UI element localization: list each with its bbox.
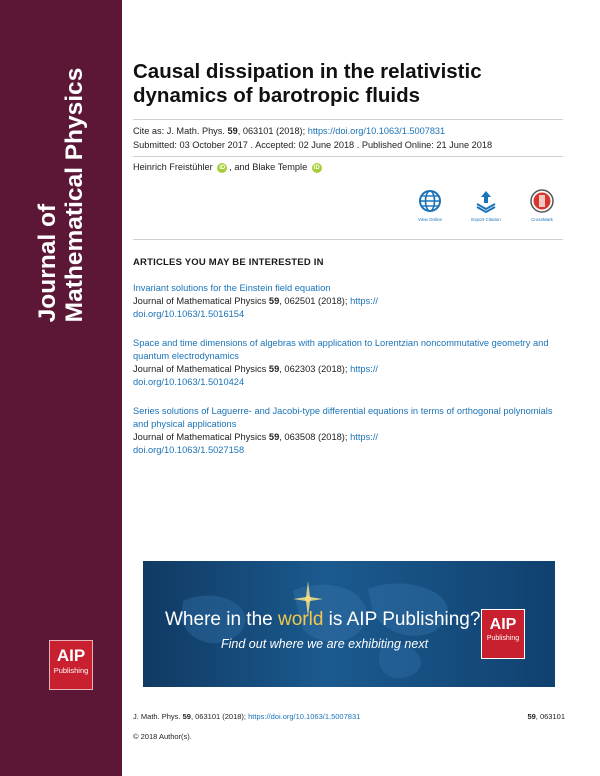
copyright-notice: © 2018 Author(s). (133, 732, 192, 741)
divider (133, 119, 563, 120)
footer-rest: , 063101 (2018); (190, 712, 247, 721)
banner-subtitle: Find out where we are exhibiting next (221, 637, 429, 651)
related-article-volume: 59 (268, 364, 280, 374)
cite-journal: J. Math. Phys. (166, 126, 225, 136)
orcid-icon[interactable]: iD (219, 164, 226, 171)
orcid-icon[interactable]: iD (313, 164, 320, 171)
related-article-rest: , 063508 (2018); (279, 432, 348, 442)
divider (133, 239, 563, 240)
related-article-title[interactable]: Series solutions of Laguerre- and Jacobi-type differential equations in terms of orthogonal polynomials and physical applications (133, 406, 553, 429)
doi-link[interactable]: https://doi.org/10.1063/1.5007831 (307, 126, 446, 136)
aip-publishing-logo (481, 609, 525, 659)
divider (133, 156, 563, 157)
export-citation-button[interactable] (466, 188, 506, 222)
globe-icon (417, 188, 443, 214)
related-article (133, 337, 563, 389)
aip-logo-subtext: Publishing (486, 635, 520, 642)
journal-name-line2: Mathematical Physics (61, 67, 88, 323)
author-name[interactable]: , and Blake Temple (229, 162, 308, 172)
export-citation-label: Export Citation (471, 217, 501, 222)
footer-journal: J. Math. Phys. (133, 712, 181, 721)
related-article (133, 405, 563, 457)
footer-page-number (527, 712, 565, 721)
author-list (133, 162, 324, 173)
related-article-citation (133, 295, 563, 321)
related-article-title[interactable]: Invariant solutions for the Einstein field equation (133, 283, 331, 293)
related-article-journal: Journal of Mathematical Physics (133, 364, 267, 374)
cite-volume: 59 (227, 126, 238, 136)
journal-name-line1: Journal of (34, 203, 61, 323)
crossmark-label: CrossMark (531, 217, 553, 222)
crossmark-icon (529, 188, 555, 214)
aip-publishing-logo[interactable] (49, 640, 93, 690)
cite-label: Cite as: (133, 126, 165, 136)
aip-logo-text: AIP (489, 616, 517, 633)
related-article (133, 282, 563, 321)
page-footer (133, 712, 565, 721)
related-article-journal: Journal of Mathematical Physics (133, 432, 267, 442)
author-name[interactable]: Heinrich Freistühler (133, 162, 213, 172)
crossmark-button[interactable] (522, 188, 562, 222)
export-citation-icon (473, 188, 499, 214)
related-article-doi-link[interactable]: doi.org/10.1063/1.5016154 (133, 309, 245, 319)
cite-rest: , 063101 (2018); (237, 126, 306, 136)
advertisement-banner[interactable] (143, 561, 555, 687)
banner-headline-post: is AIP Publishing? (323, 609, 481, 630)
related-article-doi-link[interactable]: doi.org/10.1063/1.5027158 (133, 445, 245, 455)
footer-volume: 59 (182, 712, 191, 721)
footer-page-rest: , 063101 (535, 712, 565, 721)
banner-headline-highlight: world (278, 609, 324, 630)
view-online-button[interactable] (410, 188, 450, 222)
related-article-doi-link[interactable]: https:// (350, 364, 378, 374)
cite-line (133, 124, 573, 138)
related-article-doi-link[interactable]: doi.org/10.1063/1.5010424 (133, 377, 245, 387)
related-article-title[interactable]: Space and time dimensions of algebras with application to Lorentzian noncommutative geometry and quantum electrodynamics (133, 338, 549, 361)
view-online-label: View Online (418, 217, 442, 222)
related-article-citation (133, 363, 563, 389)
related-article-doi-link[interactable]: https:// (350, 296, 378, 306)
journal-sidebar (0, 0, 122, 776)
related-article-doi-link[interactable]: https:// (350, 432, 378, 442)
footer-doi-link[interactable]: https://doi.org/10.1063/1.5007831 (248, 712, 361, 721)
article-title: Causal dissipation in the relativistic dynamics of barotropic fluids (133, 60, 482, 107)
dates-line: Submitted: 03 October 2017 . Accepted: 02 June 2018 . Published Online: 21 June 2018 (133, 140, 493, 150)
related-article-volume: 59 (268, 432, 280, 442)
aip-logo-subtext: Publishing (53, 666, 89, 675)
related-article-rest: , 062501 (2018); (279, 296, 348, 306)
related-article-rest: , 062303 (2018); (279, 364, 348, 374)
banner-headline (165, 609, 480, 631)
banner-headline-pre: Where in the (165, 609, 278, 630)
journal-name (34, 68, 88, 323)
aip-logo-text: AIP (56, 646, 86, 665)
related-articles-heading: ARTICLES YOU MAY BE INTERESTED IN (133, 257, 324, 268)
footer-page-volume: 59 (527, 712, 536, 721)
related-article-citation (133, 431, 563, 457)
citation-block (133, 124, 573, 152)
related-article-journal: Journal of Mathematical Physics (133, 296, 267, 306)
related-article-volume: 59 (268, 296, 280, 306)
